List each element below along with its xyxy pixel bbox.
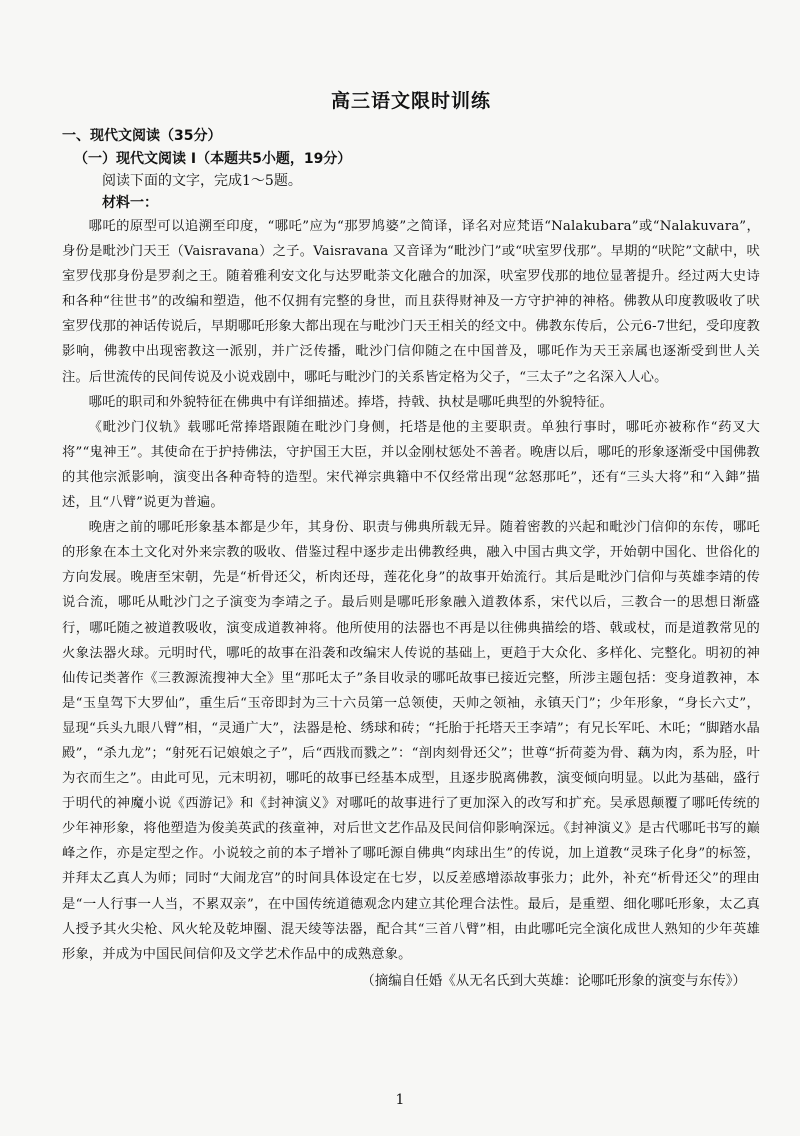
paragraph-4: 晚唐之前的哪吒形象基本都是少年，其身份、职责与佛典所载无异。随着密教的兴起和毗沙门信仰的东传，哪吒的形象在本土文化对外来宗教的吸收、借鉴过程中逐步走出佛教经典，融入中国古典文学，开始朝中国化、世俗化的方向发展。晚唐至宋朝，先是“析骨还父，析肉还母，莲花化身”的故事开始流行。其后是毗沙门信仰与英雄李靖的传说合流，哪吒从毗沙门之子演变为李靖之子。最后则是哪吒形象融入道教体系，宋代以后，三教合一的思想日渐盛行，哪吒随之被道教吸收，演变成道教神将。他所使用的法器也不再是以往佛典描绘的塔、戟或杖，而是道教常见的火象法器火球。元明时代，哪吒的故事在沿袭和改编宋人传说的基础上，更趋于大众化、多样化、完整化。明初的神仙传记类著作《三教源流搜神大全》里“那吒太子”条目收录的哪吒故事已接近完整，所涉主题包括：变身道教神，本是“玉皇驾下大罗仙”，重生后“玉帝即封为三十六员第一总领使，天帅之领袖，永镇天门”；少年形象，“身长六丈”，显现“兵头九眼八臂”相，“灵通广大”，法器是枪、绣球和砖；“托胎于托塔天王李靖”；有兄长军吒、木吒；“脚踏水晶殿”，“杀九龙”；“射死石记娘娘之子”，后“西戕而戮之”：“剖肉刻骨还父”；世尊“折荷菱为骨、藕为肉，系为胫，叶为衣而生之”。由此可见，元末明初，哪吒的故事已经基本成型，且逐步脱离佛教，演变倾向明显。以此为基础，盛行于明代的神魔小说《西游记》和《封神演义》对哪吒的故事进行了更加深入的改写和扩充。吴承恩颠覆了哪吒传统的少年神形象，将他塑造为俊美英武的孩童神，对后世文艺作品及民间信仰影响深远。《封神演义》是古代哪吒书写的巅峰之作，亦是定型之作。小说较之前的本子增补了哪吒源自佛典“肉球出生”的传说，加上道教“灵珠子化身”的标签，并拜太乙真人为师；同时“大闹龙宫”的时间具体设定在七岁，以反差感增添故事张力；此外，补充“析骨还父”的理由是“一人行事一人当，不累双亲”，在中国传统道德观念内建立其伦理合法性。最后，是重塑、细化哪吒形象，太乙真人授予其火尖枪、风火轮及乾坤圈、混天绫等法器，配合其“三首八臂”相，由此哪吒完全演化成世人熟知的少年英雄形象，并成为中国民间信仰及文学艺术作品中的成熟意象。: [62, 520, 760, 962]
paragraph-2: 哪吒的职司和外貌特征在佛典中有详细描述。捧塔，持戟、执杖是哪吒典型的外貌特征。: [88, 394, 614, 410]
paragraph-1: 哪吒的原型可以追溯至印度，“哪吒”应为“那罗鸠婆”之简译，译名对应梵语“Nalakubara”或“Nalakuvara”，身份是毗沙门天王（Vaisravana）之子。Vaisravana 又音译为“毗沙门”或“吠室罗伐那”。早期的“吠陀”文献中，吠室罗伐那身份是罗刹之王。随着雅利安文化与达罗毗荼文化融合的加深，吠室罗伐那的地位显著提升。经过两大史诗和各种“往世书”的改编和塑造，他不仅拥有完整的身世，而且获得财神及一方守护神的神格。佛教从印度教吸收了吠室罗伐那的神话传说后，早期哪吒形象大都出现在与毗沙门天王相关的经文中。佛教东传后，公元6-7世纪，受印度教影响，佛教中出现密教这一派别，并广泛传播，毗沙门信仰随之在中国普及，哪吒作为天王亲属也逐渐受到世人关注。后世流传的民间传说及小说戏剧中，哪吒与毗沙门的关系皆定格为父子，“三太子”之名深入人心。: [62, 219, 760, 385]
material-label: 材料一：: [102, 195, 158, 211]
page-number: 1: [395, 1092, 405, 1108]
source-citation: （摘编自任婚《从无名氏到大英雄：论哪吒形象的演变与东传》）: [361, 972, 746, 989]
section-heading: 一、现代文阅读（35分）: [62, 128, 222, 144]
subsection-heading: （一）现代文阅读 I（本题共5小题，19分）: [74, 151, 352, 167]
reading-instruction: 阅读下面的文字，完成1～5题。: [102, 173, 302, 189]
page-title: 高三语文限时训练: [330, 90, 491, 112]
paragraph-3: 《毗沙门仪轨》载哪吒常捧塔跟随在毗沙门身侧，托塔是他的主要职责。单独行事时，哪吒亦被称作“药叉大将”“鬼神王”。其使命在于护持佛法，守护国王大臣，并以金刚杖惩处不善者。晚唐以后，哪吒的形象逐渐受中国佛教的其他宗派影响，演变出各种奇特的造型。宋代禅宗典籍中不仅经常出现“忿怒那吒”，还有“三头大将”和“入鋛”描述，且“八臂”说更为普遍。: [62, 419, 760, 511]
